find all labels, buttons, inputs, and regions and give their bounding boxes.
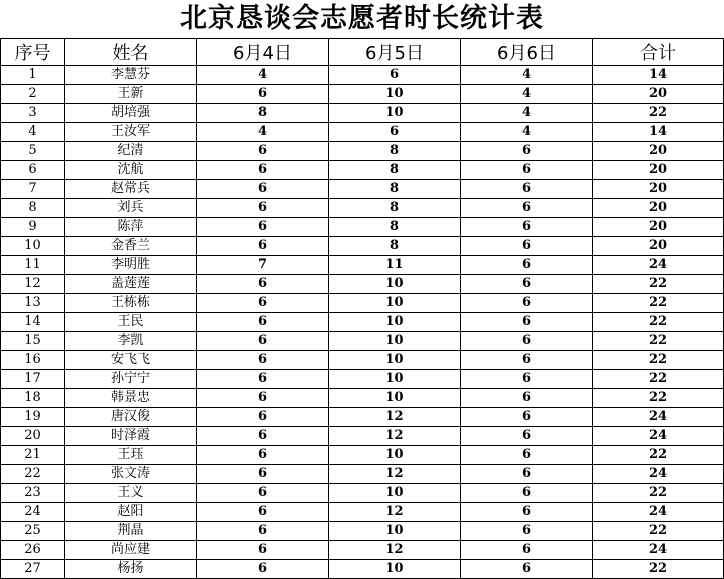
table-row [1, 408, 724, 427]
cell-day1[interactable]: 6 [197, 522, 329, 541]
cell-total[interactable]: 20 [593, 142, 724, 161]
table-row [1, 161, 724, 180]
table-row [1, 522, 724, 541]
cell-day2[interactable]: 12 [329, 503, 461, 522]
cell-name[interactable]: 尚应建 [65, 541, 197, 560]
table-row [1, 427, 724, 446]
cell-day2[interactable]: 10 [329, 446, 461, 465]
cell-name[interactable]: 韩景忠 [65, 389, 197, 408]
cell-day3[interactable]: 6 [461, 180, 593, 199]
cell-day2[interactable]: 10 [329, 332, 461, 351]
table-row [1, 389, 724, 408]
cell-day1[interactable]: 6 [197, 85, 329, 104]
cell-day1[interactable]: 7 [197, 256, 329, 275]
cell-total[interactable]: 24 [593, 465, 724, 484]
cell-day3[interactable]: 6 [461, 560, 593, 579]
cell-day1[interactable]: 6 [197, 465, 329, 484]
cell-day2[interactable]: 12 [329, 427, 461, 446]
cell-index[interactable]: 18 [1, 389, 65, 408]
cell-name[interactable]: 盖莲莲 [65, 275, 197, 294]
cell-index[interactable]: 15 [1, 332, 65, 351]
cell-total[interactable]: 20 [593, 237, 724, 256]
cell-day2[interactable]: 8 [329, 180, 461, 199]
cell-day2[interactable]: 8 [329, 237, 461, 256]
cell-day2[interactable]: 10 [329, 389, 461, 408]
cell-day3[interactable]: 6 [461, 256, 593, 275]
cell-index[interactable]: 7 [1, 180, 65, 199]
cell-total[interactable]: 22 [593, 313, 724, 332]
cell-index[interactable]: 20 [1, 427, 65, 446]
cell-total[interactable]: 24 [593, 503, 724, 522]
cell-day1[interactable]: 4 [197, 123, 329, 142]
cell-day3[interactable]: 4 [461, 123, 593, 142]
cell-day2[interactable]: 10 [329, 275, 461, 294]
cell-day1[interactable]: 6 [197, 389, 329, 408]
table-row [1, 503, 724, 522]
cell-total[interactable]: 14 [593, 66, 724, 85]
cell-day1[interactable]: 6 [197, 484, 329, 503]
cell-day2[interactable]: 11 [329, 256, 461, 275]
cell-total[interactable]: 22 [593, 294, 724, 313]
cell-day1[interactable]: 6 [197, 294, 329, 313]
cell-total[interactable]: 14 [593, 123, 724, 142]
cell-day2[interactable]: 12 [329, 541, 461, 560]
cell-name[interactable]: 时泽霞 [65, 427, 197, 446]
cell-day1[interactable]: 6 [197, 161, 329, 180]
cell-day1[interactable]: 4 [197, 66, 329, 85]
cell-day1[interactable]: 6 [197, 237, 329, 256]
table-row [1, 351, 724, 370]
cell-day2[interactable]: 10 [329, 522, 461, 541]
table-row [1, 294, 724, 313]
cell-day3[interactable]: 4 [461, 104, 593, 123]
cell-total[interactable]: 22 [593, 389, 724, 408]
cell-index[interactable]: 9 [1, 218, 65, 237]
cell-name[interactable]: 赵阳 [65, 503, 197, 522]
table-row [1, 180, 724, 199]
cell-total[interactable]: 20 [593, 199, 724, 218]
cell-day1[interactable]: 6 [197, 541, 329, 560]
cell-day2[interactable]: 8 [329, 199, 461, 218]
cell-day3[interactable]: 6 [461, 503, 593, 522]
table-row [1, 237, 724, 256]
cell-day3[interactable]: 6 [461, 161, 593, 180]
cell-index[interactable]: 16 [1, 351, 65, 370]
cell-index[interactable]: 22 [1, 465, 65, 484]
cell-index[interactable]: 23 [1, 484, 65, 503]
cell-name[interactable]: 王栋栋 [65, 294, 197, 313]
cell-day3[interactable]: 6 [461, 275, 593, 294]
table-row [1, 218, 724, 237]
cell-total[interactable]: 22 [593, 332, 724, 351]
cell-total[interactable]: 22 [593, 522, 724, 541]
cell-day2[interactable]: 12 [329, 465, 461, 484]
cell-day2[interactable]: 12 [329, 408, 461, 427]
cell-index[interactable]: 11 [1, 256, 65, 275]
header-index[interactable]: 序号 [1, 39, 65, 66]
cell-index[interactable]: 10 [1, 237, 65, 256]
cell-day3[interactable]: 6 [461, 484, 593, 503]
cell-day1[interactable]: 6 [197, 199, 329, 218]
cell-day1[interactable]: 6 [197, 408, 329, 427]
cell-day3[interactable]: 6 [461, 218, 593, 237]
cell-day3[interactable]: 6 [461, 332, 593, 351]
table-row [1, 465, 724, 484]
cell-day1[interactable]: 6 [197, 332, 329, 351]
header-day1[interactable]: 6月4日 [197, 39, 329, 66]
cell-name[interactable]: 刘兵 [65, 199, 197, 218]
cell-day3[interactable]: 6 [461, 294, 593, 313]
cell-day2[interactable]: 10 [329, 85, 461, 104]
cell-day2[interactable]: 10 [329, 313, 461, 332]
volunteer-hours-table [0, 38, 724, 579]
cell-name[interactable]: 王新 [65, 85, 197, 104]
cell-day2[interactable]: 6 [329, 66, 461, 85]
cell-index[interactable]: 3 [1, 104, 65, 123]
cell-day3[interactable]: 6 [461, 427, 593, 446]
cell-day1[interactable]: 6 [197, 446, 329, 465]
table-row [1, 66, 724, 85]
cell-name[interactable]: 唐汉俊 [65, 408, 197, 427]
cell-name[interactable]: 杨扬 [65, 560, 197, 579]
cell-day1[interactable]: 6 [197, 142, 329, 161]
cell-day3[interactable]: 6 [461, 237, 593, 256]
table-row [1, 484, 724, 503]
cell-day3[interactable]: 6 [461, 313, 593, 332]
cell-total[interactable]: 22 [593, 484, 724, 503]
cell-day1[interactable]: 6 [197, 560, 329, 579]
cell-total[interactable]: 22 [593, 275, 724, 294]
cell-index[interactable]: 4 [1, 123, 65, 142]
cell-index[interactable]: 6 [1, 161, 65, 180]
cell-name[interactable]: 王民 [65, 313, 197, 332]
header-day2[interactable]: 6月5日 [329, 39, 461, 66]
table-row [1, 313, 724, 332]
cell-index[interactable]: 25 [1, 522, 65, 541]
cell-index[interactable]: 19 [1, 408, 65, 427]
cell-total[interactable]: 22 [593, 560, 724, 579]
cell-day2[interactable]: 8 [329, 218, 461, 237]
cell-name[interactable]: 安飞飞 [65, 351, 197, 370]
table-row [1, 256, 724, 275]
cell-day3[interactable]: 4 [461, 85, 593, 104]
cell-day1[interactable]: 8 [197, 104, 329, 123]
cell-name[interactable]: 荆晶 [65, 522, 197, 541]
cell-day3[interactable]: 6 [461, 370, 593, 389]
cell-day3[interactable]: 6 [461, 351, 593, 370]
cell-index[interactable]: 1 [1, 66, 65, 85]
table-row [1, 446, 724, 465]
cell-index[interactable]: 26 [1, 541, 65, 560]
cell-day3[interactable]: 4 [461, 66, 593, 85]
table-row [1, 560, 724, 579]
cell-day1[interactable]: 6 [197, 313, 329, 332]
cell-index[interactable]: 14 [1, 313, 65, 332]
cell-name[interactable]: 王汝军 [65, 123, 197, 142]
table-body [1, 66, 724, 579]
cell-name[interactable]: 金香兰 [65, 237, 197, 256]
cell-index[interactable]: 24 [1, 503, 65, 522]
cell-name[interactable]: 赵常兵 [65, 180, 197, 199]
cell-name[interactable]: 王义 [65, 484, 197, 503]
table-row [1, 142, 724, 161]
cell-name[interactable]: 李凯 [65, 332, 197, 351]
table-row [1, 541, 724, 560]
cell-day1[interactable]: 6 [197, 427, 329, 446]
table-row [1, 85, 724, 104]
cell-total[interactable]: 24 [593, 256, 724, 275]
table-row [1, 332, 724, 351]
cell-day3[interactable]: 6 [461, 142, 593, 161]
cell-day1[interactable]: 6 [197, 370, 329, 389]
cell-index[interactable]: 17 [1, 370, 65, 389]
cell-total[interactable]: 20 [593, 85, 724, 104]
cell-total[interactable]: 24 [593, 541, 724, 560]
cell-day3[interactable]: 6 [461, 199, 593, 218]
cell-name[interactable]: 李明胜 [65, 256, 197, 275]
cell-name[interactable]: 胡培强 [65, 104, 197, 123]
cell-day3[interactable]: 6 [461, 465, 593, 484]
cell-name[interactable]: 孙宁宁 [65, 370, 197, 389]
cell-total[interactable]: 20 [593, 161, 724, 180]
cell-name[interactable]: 纪清 [65, 142, 197, 161]
cell-index[interactable]: 27 [1, 560, 65, 579]
cell-day3[interactable]: 6 [461, 446, 593, 465]
cell-day1[interactable]: 6 [197, 275, 329, 294]
cell-index[interactable]: 2 [1, 85, 65, 104]
cell-name[interactable]: 沈航 [65, 161, 197, 180]
cell-index[interactable]: 5 [1, 142, 65, 161]
cell-day3[interactable]: 6 [461, 408, 593, 427]
cell-day1[interactable]: 6 [197, 503, 329, 522]
cell-index[interactable]: 13 [1, 294, 65, 313]
header-name[interactable]: 姓名 [65, 39, 197, 66]
cell-day2[interactable]: 8 [329, 142, 461, 161]
cell-day1[interactable]: 6 [197, 180, 329, 199]
table-row [1, 104, 724, 123]
table-row [1, 199, 724, 218]
cell-day2[interactable]: 10 [329, 294, 461, 313]
cell-total[interactable]: 22 [593, 370, 724, 389]
cell-index[interactable]: 8 [1, 199, 65, 218]
cell-total[interactable]: 22 [593, 446, 724, 465]
cell-day1[interactable]: 6 [197, 218, 329, 237]
cell-total[interactable]: 22 [593, 104, 724, 123]
header-row [1, 39, 724, 66]
cell-day3[interactable]: 6 [461, 522, 593, 541]
cell-day2[interactable]: 10 [329, 370, 461, 389]
cell-day2[interactable]: 8 [329, 161, 461, 180]
cell-name[interactable]: 王珏 [65, 446, 197, 465]
cell-total[interactable]: 22 [593, 351, 724, 370]
header-day3[interactable]: 6月6日 [461, 39, 593, 66]
cell-day2[interactable]: 10 [329, 351, 461, 370]
cell-day2[interactable]: 10 [329, 104, 461, 123]
cell-total[interactable]: 24 [593, 427, 724, 446]
cell-name[interactable]: 李慧芬 [65, 66, 197, 85]
cell-index[interactable]: 21 [1, 446, 65, 465]
cell-day2[interactable]: 6 [329, 123, 461, 142]
cell-day3[interactable]: 6 [461, 389, 593, 408]
cell-day2[interactable]: 10 [329, 560, 461, 579]
cell-day3[interactable]: 6 [461, 541, 593, 560]
cell-name[interactable]: 张文涛 [65, 465, 197, 484]
cell-day2[interactable]: 10 [329, 484, 461, 503]
cell-name[interactable]: 陈萍 [65, 218, 197, 237]
cell-index[interactable]: 12 [1, 275, 65, 294]
cell-total[interactable]: 20 [593, 218, 724, 237]
cell-day1[interactable]: 6 [197, 351, 329, 370]
table-row [1, 123, 724, 142]
header-total[interactable]: 合计 [593, 39, 724, 66]
cell-total[interactable]: 24 [593, 408, 724, 427]
sheet-title: 北京恳谈会志愿者时长统计表 [180, 3, 544, 34]
cell-total[interactable]: 20 [593, 180, 724, 199]
table-row [1, 275, 724, 294]
table-row [1, 370, 724, 389]
